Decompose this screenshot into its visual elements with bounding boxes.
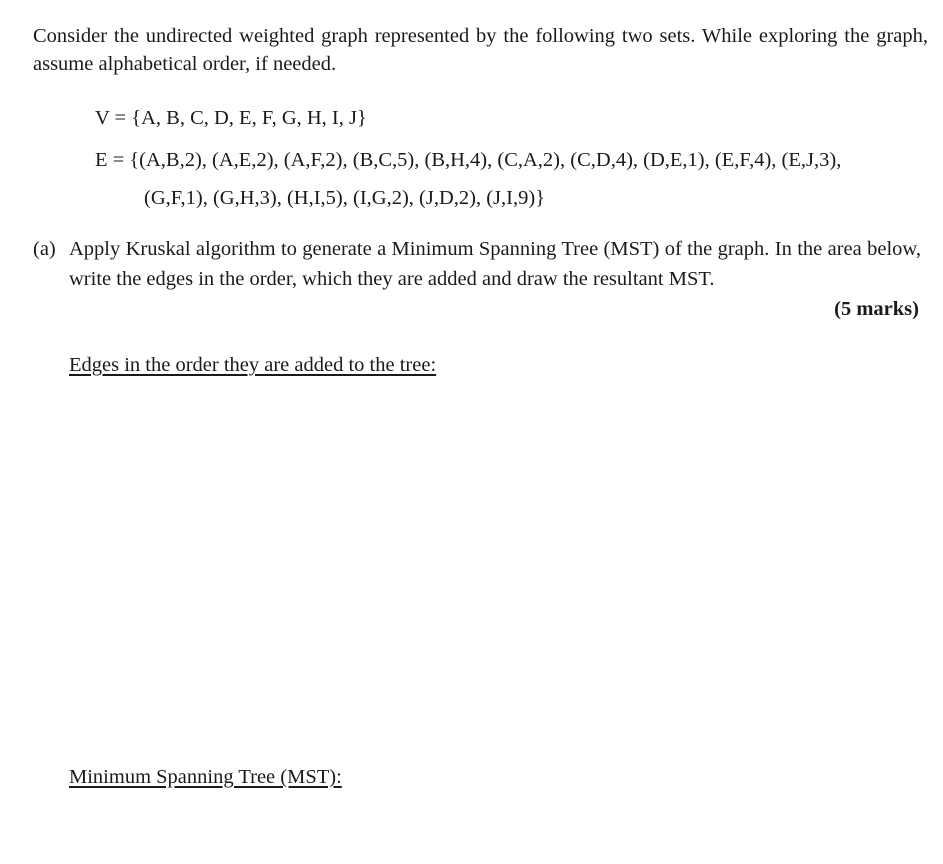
mst-answer-area[interactable] — [69, 797, 919, 857]
marks-label: (5 marks) — [834, 298, 919, 320]
question-intro: Consider the undirected weighted graph represented by the following two sets. While exploring the graph, assume alphabetical order, if needed. — [33, 25, 928, 75]
part-a-text: Apply Kruskal algorithm to generate a Minimum Spanning Tree (MST) of the graph. In the area below, write the edges in the order, which they are added and draw the resultant MST. — [69, 238, 921, 290]
edge-set-line-1: E = {(A,B,2), (A,E,2), (A,F,2), (B,C,5), (B,H,4), (C,A,2), (C,D,4), (D,E,1), (E,F,4), (E,J,3), — [95, 149, 842, 171]
edge-set-line-2: (G,F,1), (G,H,3), (H,I,5), (I,G,2), (J,D,2), (J,I,9)} — [144, 187, 546, 209]
edges-order-heading: Edges in the order they are added to the tree: — [69, 354, 437, 376]
mst-heading: Minimum Spanning Tree (MST): — [69, 766, 342, 788]
edges-answer-area[interactable] — [69, 385, 919, 745]
part-a-label: (a) — [33, 238, 56, 260]
vertex-set: V = {A, B, C, D, E, F, G, H, I, J} — [95, 107, 367, 129]
